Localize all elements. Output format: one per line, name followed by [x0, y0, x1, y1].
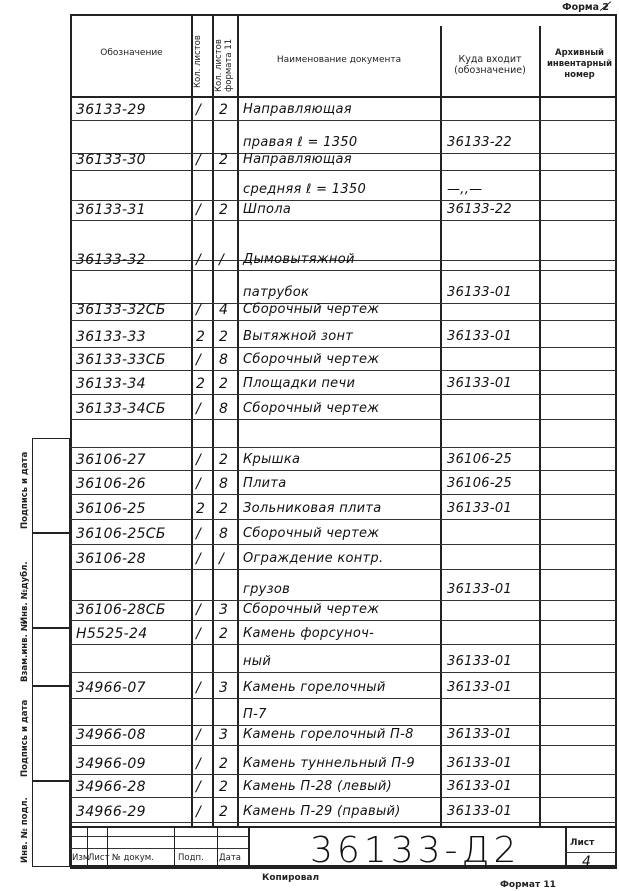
row-where: 36133-01: [447, 727, 512, 742]
row-where: 36133-01: [447, 756, 512, 771]
format-label: Формат 11: [500, 880, 556, 890]
row-sheets: /: [196, 602, 202, 618]
row-sheets: 2: [196, 376, 206, 392]
row-format: 2: [219, 779, 229, 795]
header-name: Наименование документа: [276, 55, 402, 65]
sheet-label: Лист: [570, 838, 595, 848]
row-code: 34966-29: [76, 804, 146, 820]
row-format: 2: [219, 202, 229, 218]
row-format: 8: [219, 352, 229, 368]
row-sheets: /: [196, 401, 202, 417]
row-name: Крышка: [243, 452, 301, 467]
row-code: 34966-08: [76, 727, 146, 743]
row-name: П-7: [243, 707, 267, 722]
row-format: 2: [219, 501, 229, 517]
row-format: 3: [219, 602, 229, 618]
row-code: 36106-27: [76, 452, 146, 468]
row-name: Камень форсуноч-: [243, 626, 375, 641]
side-stamp-box: [32, 533, 70, 628]
row-where: 36133-01: [447, 329, 512, 344]
row-where: 36133-01: [447, 582, 512, 597]
row-code: 36133-34СБ: [76, 401, 166, 417]
title-block-col: Подп.: [178, 853, 204, 863]
row-sheets: /: [196, 727, 202, 743]
header-format: Кол. листов формата 11: [214, 38, 234, 92]
row-sheets: /: [196, 680, 202, 696]
title-block-col: Дата: [219, 853, 242, 863]
row-sheets: /: [196, 476, 202, 492]
side-stamp-box: [32, 781, 70, 867]
row-name: Шпола: [243, 202, 292, 217]
row-code: 36133-33СБ: [76, 352, 166, 368]
side-stamp-box: [32, 686, 70, 781]
row-name: Камень П-28 (левый): [243, 779, 392, 794]
row-sheets: /: [196, 302, 202, 318]
row-format: 4: [219, 302, 229, 318]
row-where: 36133-01: [447, 376, 512, 391]
row-name: Сборочный чертеж: [243, 602, 380, 617]
side-stamp-label: Подпись и дата: [20, 699, 30, 777]
row-name: грузов: [243, 582, 291, 597]
side-stamp-label: Подпись и дата: [20, 451, 30, 529]
row-where: 36106-25: [447, 452, 512, 467]
row-format: /: [219, 252, 225, 268]
row-name: Сборочный чертеж: [243, 302, 380, 317]
row-code: 36106-25: [76, 501, 146, 517]
row-format: 2: [219, 376, 229, 392]
title-block-col: № докум.: [112, 853, 154, 863]
row-name: средняя ℓ = 1350: [243, 182, 367, 197]
row-sheets: 2: [196, 501, 206, 517]
row-name: Вытяжной зонт: [243, 329, 354, 344]
row-sheets: /: [196, 551, 202, 567]
row-name: Камень горелочный П-8: [243, 727, 414, 742]
side-stamp-box: [32, 438, 70, 533]
row-name: Дымовытяжной: [243, 252, 355, 267]
row-code: 36106-26: [76, 476, 146, 492]
row-code: 36133-29: [76, 102, 146, 118]
row-format: 2: [219, 152, 229, 168]
row-format: 8: [219, 526, 229, 542]
row-name: Сборочный чертеж: [243, 526, 380, 541]
row-where: 36133-01: [447, 680, 512, 695]
row-format: 8: [219, 401, 229, 417]
row-sheets: /: [196, 452, 202, 468]
row-where: —,,—: [447, 182, 483, 197]
row-format: 3: [219, 727, 229, 743]
row-code: 34966-09: [76, 756, 146, 772]
title-block-col: Изм: [72, 853, 90, 863]
row-sheets: /: [196, 526, 202, 542]
row-name: правая ℓ = 1350: [243, 135, 358, 150]
header-archive: Архивный инвентарный номер: [546, 48, 613, 80]
row-where: 36133-01: [447, 779, 512, 794]
header-sheets: Кол. листов: [193, 35, 203, 88]
row-code: 34966-28: [76, 779, 146, 795]
row-format: 2: [219, 756, 229, 772]
row-code: 36133-31: [76, 202, 146, 218]
row-name: Плита: [243, 476, 287, 491]
header-designation: Обозначение: [100, 48, 163, 58]
row-name: Площадки печи: [243, 376, 356, 391]
side-stamp-label: Взам.инв. №: [20, 621, 30, 682]
row-code: 36106-25СБ: [76, 526, 166, 542]
row-sheets: /: [196, 626, 202, 642]
row-name: Ограждение контр.: [243, 551, 384, 566]
row-code: 36133-34: [76, 376, 146, 392]
row-sheets: /: [196, 102, 202, 118]
row-sheets: /: [196, 152, 202, 168]
row-name: Направляющая: [243, 152, 352, 167]
form-label: Форма 2: [562, 2, 609, 13]
row-name: ный: [243, 654, 272, 669]
row-where: 36133-01: [447, 285, 512, 300]
row-format: 2: [219, 804, 229, 820]
sheet-number: 4: [582, 854, 592, 870]
row-code: 36133-32СБ: [76, 302, 166, 318]
row-where: 36133-22: [447, 135, 512, 150]
row-where: 36133-01: [447, 654, 512, 669]
row-code: 36133-32: [76, 252, 146, 268]
row-name: Сборочный чертеж: [243, 401, 380, 416]
row-name: Камень туннельный П-9: [243, 756, 415, 771]
row-where: 36133-01: [447, 501, 512, 516]
row-sheets: /: [196, 779, 202, 795]
row-sheets: /: [196, 202, 202, 218]
row-sheets: 2: [196, 329, 206, 345]
copied-label: Копировал: [262, 873, 320, 883]
row-format: 2: [219, 329, 229, 345]
side-stamp-label: Инв. № подл.: [20, 797, 30, 863]
row-where: 36106-25: [447, 476, 512, 491]
row-code: 36133-30: [76, 152, 146, 168]
title-block-col: Лист: [88, 853, 110, 863]
row-sheets: /: [196, 352, 202, 368]
row-name: Зольниковая плита: [243, 501, 382, 516]
row-where: 36133-01: [447, 804, 512, 819]
row-sheets: /: [196, 252, 202, 268]
document-code: 36133-Д2: [310, 830, 521, 871]
row-format: 2: [219, 626, 229, 642]
row-format: 2: [219, 452, 229, 468]
row-format: /: [219, 551, 225, 567]
row-sheets: /: [196, 804, 202, 820]
row-code: 34966-07: [76, 680, 146, 696]
row-code: 36106-28: [76, 551, 146, 567]
row-sheets: /: [196, 756, 202, 772]
row-format: 3: [219, 680, 229, 696]
side-stamp-box: [32, 628, 70, 686]
row-where: 36133-22: [447, 202, 512, 217]
row-code: 36106-28СБ: [76, 602, 166, 618]
row-name: Сборочный чертеж: [243, 352, 380, 367]
row-name: Камень горелочный: [243, 680, 386, 695]
row-format: 2: [219, 102, 229, 118]
header-where: Куда входит (обозначение): [454, 54, 526, 76]
row-name: патрубок: [243, 285, 310, 300]
row-code: 36133-33: [76, 329, 146, 345]
row-name: Камень П-29 (правый): [243, 804, 401, 819]
row-name: Направляющая: [243, 102, 352, 117]
side-stamp-label: Инв. №дубл.: [20, 561, 30, 624]
row-format: 8: [219, 476, 229, 492]
row-code: Н5525-24: [76, 626, 148, 642]
